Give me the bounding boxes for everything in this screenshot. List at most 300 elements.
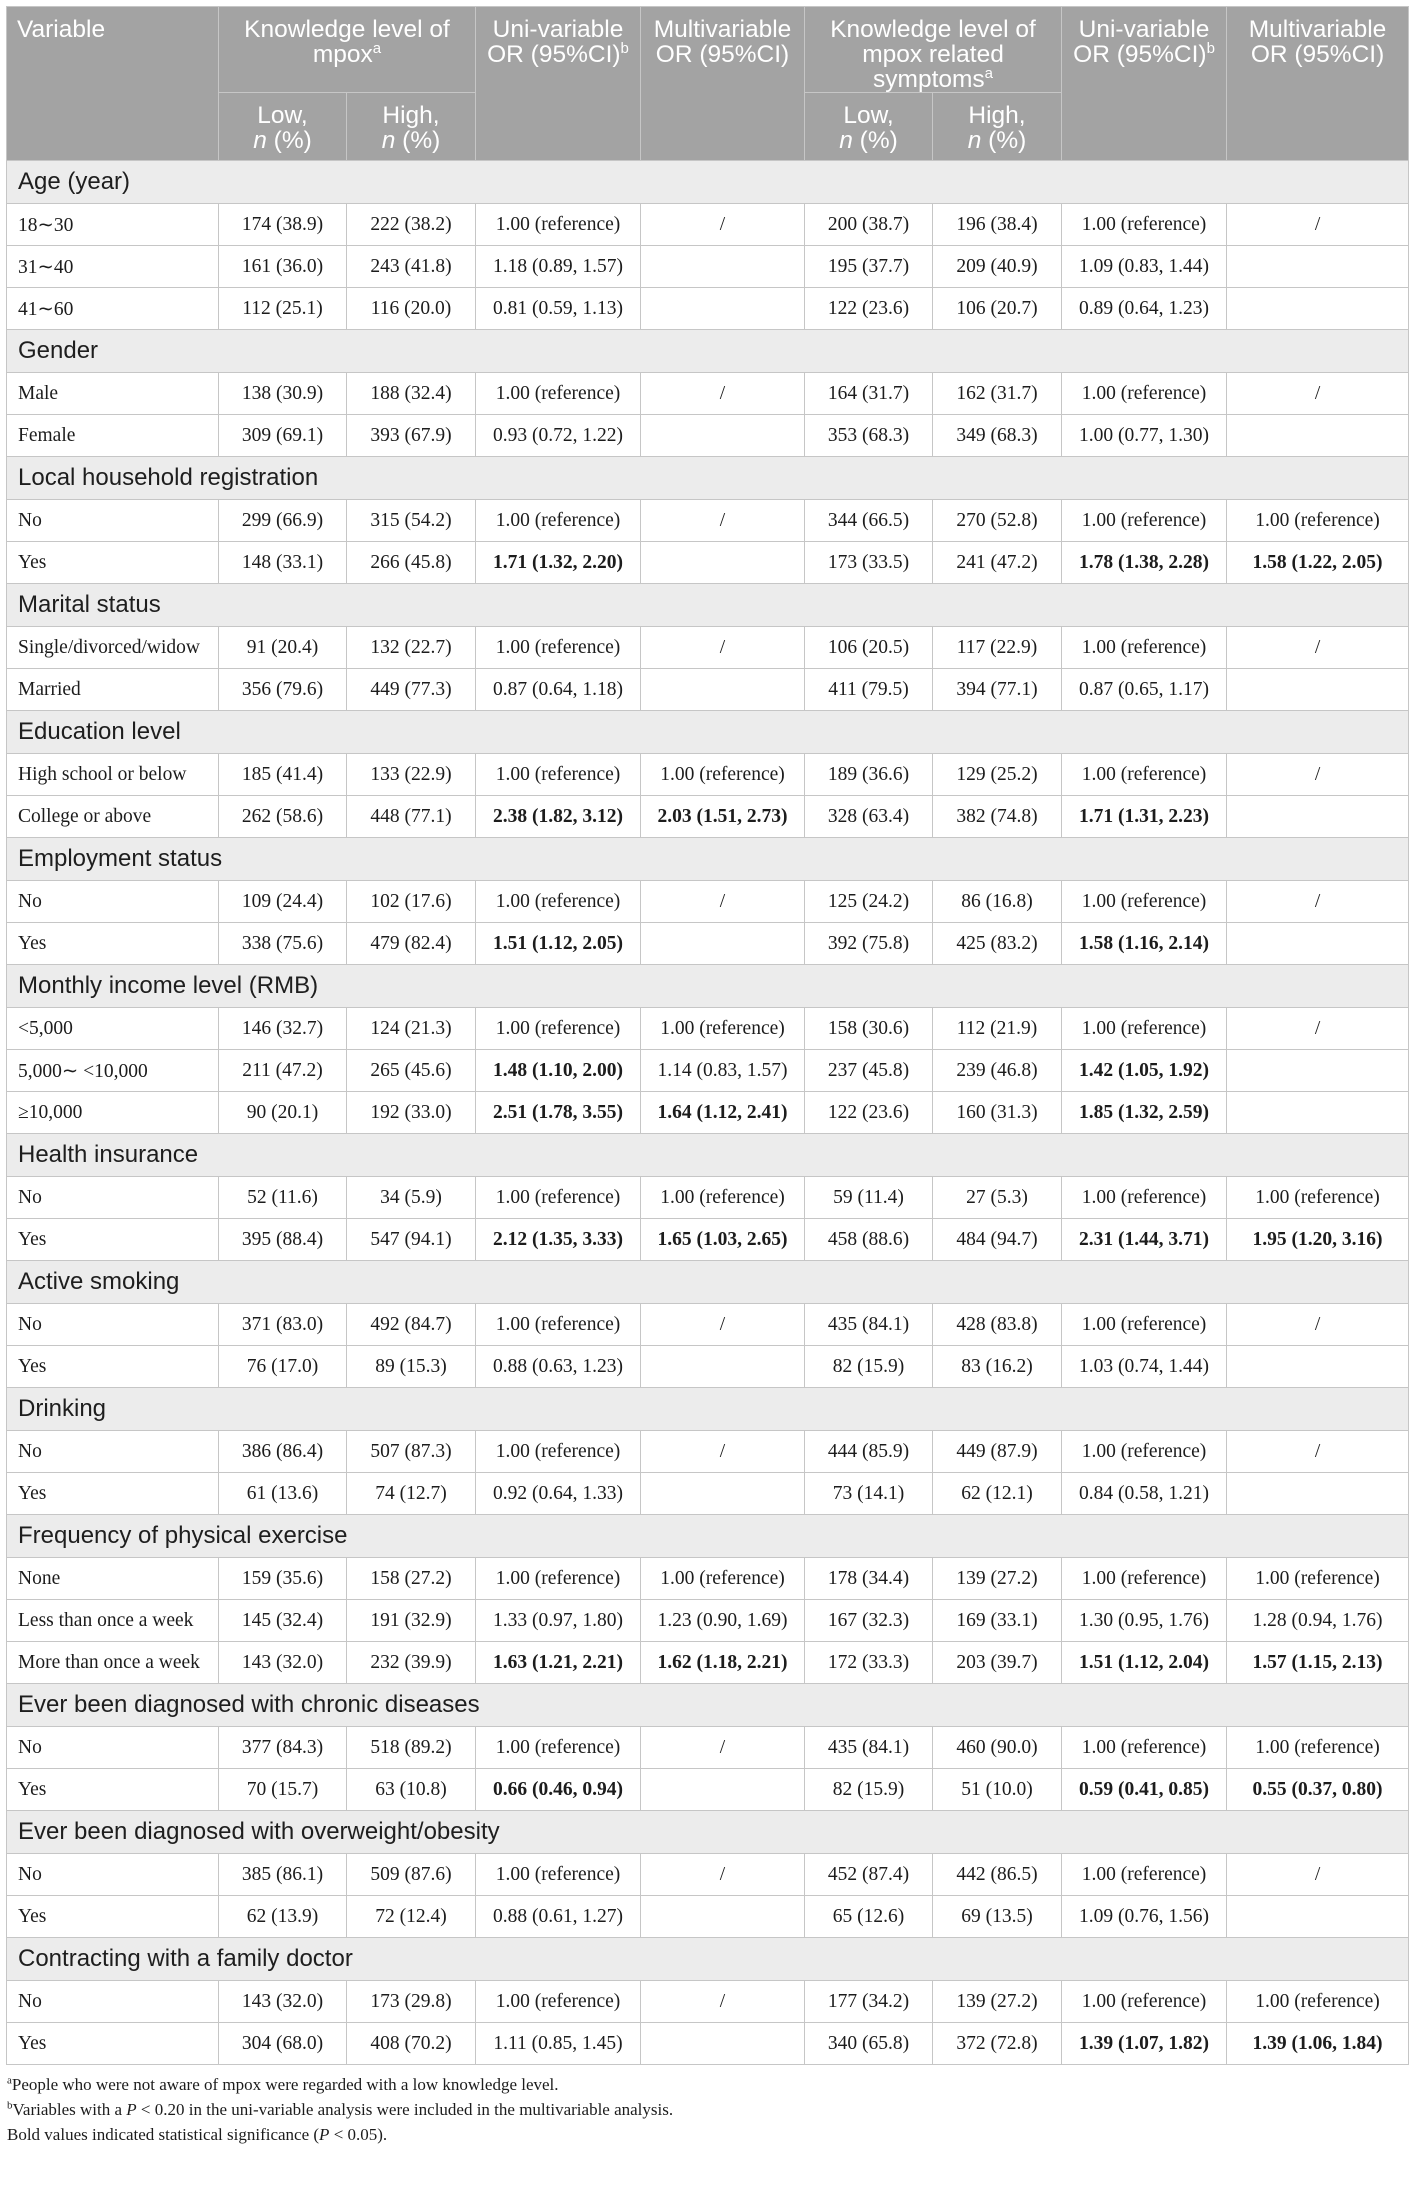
table-cell: 1.11 (0.85, 1.45)	[476, 2023, 641, 2065]
table-cell: /	[1227, 881, 1409, 923]
table-cell	[1227, 246, 1409, 288]
table-cell: 1.00 (reference)	[476, 500, 641, 542]
low-header-symptoms: Low, n (%)	[805, 93, 933, 161]
table-row	[7, 1854, 1409, 1896]
table-cell: /	[1227, 1431, 1409, 1473]
table-cell: 395 (88.4)	[219, 1219, 347, 1261]
table-row	[7, 204, 1409, 246]
table-cell: 1.00 (reference)	[476, 881, 641, 923]
table-cell: 408 (70.2)	[347, 2023, 476, 2065]
table-cell: 63 (10.8)	[347, 1769, 476, 1811]
table-cell: 315 (54.2)	[347, 500, 476, 542]
table-cell: 51 (10.0)	[933, 1769, 1062, 1811]
table-cell: 0.55 (0.37, 0.80)	[1227, 1769, 1409, 1811]
table-cell: 299 (66.9)	[219, 500, 347, 542]
table-cell: /	[1227, 754, 1409, 796]
row-label: No	[7, 1854, 219, 1896]
table-cell	[641, 246, 805, 288]
table-cell: /	[641, 1727, 805, 1769]
table-cell: 547 (94.1)	[347, 1219, 476, 1261]
section-title: Gender	[7, 330, 1409, 373]
table-cell: 1.00 (reference)	[1062, 1981, 1227, 2023]
table-cell: 237 (45.8)	[805, 1050, 933, 1092]
table-cell: 1.09 (0.76, 1.56)	[1062, 1896, 1227, 1938]
row-label: 18∼30	[7, 204, 219, 246]
table-cell: 1.00 (reference)	[1062, 1558, 1227, 1600]
table-cell: /	[1227, 1008, 1409, 1050]
row-label: 41∼60	[7, 288, 219, 330]
table-cell: 178 (34.4)	[805, 1558, 933, 1600]
variable-header: Variable	[7, 7, 219, 161]
row-label: Less than once a week	[7, 1600, 219, 1642]
table-row	[7, 1896, 1409, 1938]
section-header-row	[7, 330, 1409, 373]
section-title: Age (year)	[7, 161, 1409, 204]
table-cell: 1.00 (reference)	[1062, 1304, 1227, 1346]
table-row	[7, 246, 1409, 288]
section-title: Drinking	[7, 1388, 1409, 1431]
table-cell	[641, 1896, 805, 1938]
table-cell: 0.66 (0.46, 0.94)	[476, 1769, 641, 1811]
table-cell: 112 (25.1)	[219, 288, 347, 330]
table-cell: 1.00 (reference)	[641, 1558, 805, 1600]
table-cell: /	[641, 1304, 805, 1346]
table-cell: 125 (24.2)	[805, 881, 933, 923]
section-title: Active smoking	[7, 1261, 1409, 1304]
table-row	[7, 1769, 1409, 1811]
section-title: Education level	[7, 711, 1409, 754]
table-cell	[641, 1769, 805, 1811]
table-cell: 1.00 (reference)	[1062, 1008, 1227, 1050]
table-cell: 518 (89.2)	[347, 1727, 476, 1769]
row-label: No	[7, 1304, 219, 1346]
table-cell: 1.00 (reference)	[641, 1008, 805, 1050]
row-label: Male	[7, 373, 219, 415]
high-header-symptoms: High, n (%)	[933, 93, 1062, 161]
table-cell: 191 (32.9)	[347, 1600, 476, 1642]
table-cell: 1.18 (0.89, 1.57)	[476, 246, 641, 288]
table-row	[7, 1219, 1409, 1261]
table-cell: 1.00 (0.77, 1.30)	[1062, 415, 1227, 457]
table-cell: 61 (13.6)	[219, 1473, 347, 1515]
table-cell: 1.00 (reference)	[641, 754, 805, 796]
table-cell: 188 (32.4)	[347, 373, 476, 415]
table-cell	[641, 923, 805, 965]
table-cell: 169 (33.1)	[933, 1600, 1062, 1642]
table-cell: 70 (15.7)	[219, 1769, 347, 1811]
table-cell: 1.85 (1.32, 2.59)	[1062, 1092, 1227, 1134]
table-row	[7, 1727, 1409, 1769]
table-cell: 309 (69.1)	[219, 415, 347, 457]
table-cell: 109 (24.4)	[219, 881, 347, 923]
table-row	[7, 923, 1409, 965]
table-cell: 371 (83.0)	[219, 1304, 347, 1346]
table-cell: 2.31 (1.44, 3.71)	[1062, 1219, 1227, 1261]
table-cell: 72 (12.4)	[347, 1896, 476, 1938]
row-label: Yes	[7, 1769, 219, 1811]
section-header-row	[7, 965, 1409, 1008]
section-title: Local household registration	[7, 457, 1409, 500]
table-cell: 458 (88.6)	[805, 1219, 933, 1261]
table-cell: 509 (87.6)	[347, 1854, 476, 1896]
table-cell: /	[641, 1431, 805, 1473]
row-label: High school or below	[7, 754, 219, 796]
table-cell: 349 (68.3)	[933, 415, 1062, 457]
table-cell: 222 (38.2)	[347, 204, 476, 246]
table-cell: 1.00 (reference)	[476, 373, 641, 415]
table-cell: 1.00 (reference)	[476, 1854, 641, 1896]
table-row	[7, 2023, 1409, 2065]
row-label: <5,000	[7, 1008, 219, 1050]
table-cell: 1.00 (reference)	[1062, 500, 1227, 542]
table-cell: 1.51 (1.12, 2.05)	[476, 923, 641, 965]
table-cell: 196 (38.4)	[933, 204, 1062, 246]
table-cell: 0.87 (0.65, 1.17)	[1062, 669, 1227, 711]
table-cell: 159 (35.6)	[219, 1558, 347, 1600]
row-label: No	[7, 500, 219, 542]
table-cell: 112 (21.9)	[933, 1008, 1062, 1050]
table-cell: 328 (63.4)	[805, 796, 933, 838]
table-cell: 203 (39.7)	[933, 1642, 1062, 1684]
table-cell: 177 (34.2)	[805, 1981, 933, 2023]
table-cell: /	[1227, 1854, 1409, 1896]
table-cell: 1.00 (reference)	[641, 1177, 805, 1219]
table-cell: 161 (36.0)	[219, 246, 347, 288]
table-cell: 209 (40.9)	[933, 246, 1062, 288]
table-cell: 76 (17.0)	[219, 1346, 347, 1388]
table-cell: 452 (87.4)	[805, 1854, 933, 1896]
table-cell	[1227, 1896, 1409, 1938]
table-cell	[1227, 1473, 1409, 1515]
table-cell	[1227, 669, 1409, 711]
table-cell: 449 (77.3)	[347, 669, 476, 711]
table-cell: 1.51 (1.12, 2.04)	[1062, 1642, 1227, 1684]
table-cell: 1.09 (0.83, 1.44)	[1062, 246, 1227, 288]
table-cell: 425 (83.2)	[933, 923, 1062, 965]
table-cell: 27 (5.3)	[933, 1177, 1062, 1219]
table-cell: 2.12 (1.35, 3.33)	[476, 1219, 641, 1261]
table-row	[7, 669, 1409, 711]
table-cell: 1.57 (1.15, 2.13)	[1227, 1642, 1409, 1684]
table-row	[7, 373, 1409, 415]
table-row	[7, 1304, 1409, 1346]
table-row	[7, 1092, 1409, 1134]
table-cell: 1.00 (reference)	[1227, 1727, 1409, 1769]
table-cell: 1.30 (0.95, 1.76)	[1062, 1600, 1227, 1642]
table-cell: 344 (66.5)	[805, 500, 933, 542]
table-cell: 0.87 (0.64, 1.18)	[476, 669, 641, 711]
table-cell: 73 (14.1)	[805, 1473, 933, 1515]
table-cell: 158 (30.6)	[805, 1008, 933, 1050]
table-cell: 89 (15.3)	[347, 1346, 476, 1388]
row-label: Yes	[7, 923, 219, 965]
table-cell: 1.00 (reference)	[1062, 1431, 1227, 1473]
table-cell: 0.93 (0.72, 1.22)	[476, 415, 641, 457]
row-label: Female	[7, 415, 219, 457]
table-row	[7, 1981, 1409, 2023]
mpox-knowledge-header: Knowledge level of mpox$^a$	[219, 7, 476, 93]
table-cell: 139 (27.2)	[933, 1558, 1062, 1600]
table-cell: 241 (47.2)	[933, 542, 1062, 584]
table-cell: 160 (31.3)	[933, 1092, 1062, 1134]
footnote-bold: Bold values indicated statistical significance (P < 0.05).	[7, 2125, 388, 2144]
table-cell: 460 (90.0)	[933, 1727, 1062, 1769]
table-cell: 0.84 (0.58, 1.21)	[1062, 1473, 1227, 1515]
table-cell: 239 (46.8)	[933, 1050, 1062, 1092]
table-cell: 62 (12.1)	[933, 1473, 1062, 1515]
table-cell: 428 (83.8)	[933, 1304, 1062, 1346]
table-cell: 1.00 (reference)	[1062, 1177, 1227, 1219]
table-cell: 1.00 (reference)	[1227, 500, 1409, 542]
table-cell: 59 (11.4)	[805, 1177, 933, 1219]
table-cell: 1.00 (reference)	[1227, 1981, 1409, 2023]
symptoms-knowledge-header: Knowledge level of mpox related symptoms$^a$	[805, 7, 1062, 93]
section-title: Ever been diagnosed with chronic diseases	[7, 1684, 1409, 1727]
row-label: No	[7, 1981, 219, 2023]
table-cell: 1.00 (reference)	[476, 1727, 641, 1769]
table-cell: 1.28 (0.94, 1.76)	[1227, 1600, 1409, 1642]
table-cell: /	[1227, 1304, 1409, 1346]
table-cell: 174 (38.9)	[219, 204, 347, 246]
table-row	[7, 288, 1409, 330]
table-cell: 0.81 (0.59, 1.13)	[476, 288, 641, 330]
row-label: More than once a week	[7, 1642, 219, 1684]
table-cell: 133 (22.9)	[347, 754, 476, 796]
table-row	[7, 1642, 1409, 1684]
results-table	[6, 6, 1409, 2065]
table-header	[7, 7, 1409, 161]
table-cell: 1.00 (reference)	[1227, 1558, 1409, 1600]
table-cell: 1.00 (reference)	[476, 627, 641, 669]
table-row	[7, 754, 1409, 796]
table-cell: /	[641, 373, 805, 415]
table-cell: 83 (16.2)	[933, 1346, 1062, 1388]
table-cell: 435 (84.1)	[805, 1304, 933, 1346]
row-label: Yes	[7, 1219, 219, 1261]
table-cell: 1.00 (reference)	[476, 754, 641, 796]
table-cell: 1.00 (reference)	[476, 1177, 641, 1219]
table-cell: 2.51 (1.78, 3.55)	[476, 1092, 641, 1134]
table-cell: 266 (45.8)	[347, 542, 476, 584]
table-cell: 124 (21.3)	[347, 1008, 476, 1050]
table-cell: 145 (32.4)	[219, 1600, 347, 1642]
table-cell: 122 (23.6)	[805, 288, 933, 330]
section-header-row	[7, 1811, 1409, 1854]
table-cell	[1227, 1346, 1409, 1388]
table-cell: 338 (75.6)	[219, 923, 347, 965]
table-cell: 116 (20.0)	[347, 288, 476, 330]
table-cell: 148 (33.1)	[219, 542, 347, 584]
table-cell: 138 (30.9)	[219, 373, 347, 415]
table-cell: 146 (32.7)	[219, 1008, 347, 1050]
row-label: Yes	[7, 542, 219, 584]
table-row	[7, 1473, 1409, 1515]
table-row	[7, 627, 1409, 669]
table-row	[7, 1558, 1409, 1600]
section-title: Health insurance	[7, 1134, 1409, 1177]
table-cell: 1.48 (1.10, 2.00)	[476, 1050, 641, 1092]
table-cell: 372 (72.8)	[933, 2023, 1062, 2065]
uni-or-header-mpox: Uni-variable OR $(95\%CI)^b$	[476, 7, 641, 161]
section-header-row	[7, 1134, 1409, 1177]
table-cell: 0.59 (0.41, 0.85)	[1062, 1769, 1227, 1811]
table-cell: 449 (87.9)	[933, 1431, 1062, 1473]
table-cell: 1.00 (reference)	[1062, 1727, 1227, 1769]
table-cell: 444 (85.9)	[805, 1431, 933, 1473]
table-cell: 340 (65.8)	[805, 2023, 933, 2065]
table-cell	[1227, 923, 1409, 965]
table-row	[7, 881, 1409, 923]
table-cell: 1.71 (1.32, 2.20)	[476, 542, 641, 584]
section-title: Frequency of physical exercise	[7, 1515, 1409, 1558]
multi-or-header-mpox: Multivariable OR (95%CI)	[641, 7, 805, 161]
table-cell: 200 (38.7)	[805, 204, 933, 246]
table-cell: 479 (82.4)	[347, 923, 476, 965]
section-header-row	[7, 711, 1409, 754]
section-header-row	[7, 161, 1409, 204]
row-label: Single/divorced/widow	[7, 627, 219, 669]
table-cell: 164 (31.7)	[805, 373, 933, 415]
table-cell: 132 (22.7)	[347, 627, 476, 669]
table-cell: 393 (67.9)	[347, 415, 476, 457]
table-container	[6, 6, 1408, 2147]
table-cell: 1.00 (reference)	[1227, 1177, 1409, 1219]
table-cell: 106 (20.7)	[933, 288, 1062, 330]
section-title: Monthly income level (RMB)	[7, 965, 1409, 1008]
table-row	[7, 1177, 1409, 1219]
uni-or-header-symptoms: Uni-variable OR $(95\%CI)^b$	[1062, 7, 1227, 161]
table-cell: 411 (79.5)	[805, 669, 933, 711]
table-cell: 1.00 (reference)	[476, 204, 641, 246]
table-cell: 69 (13.5)	[933, 1896, 1062, 1938]
table-cell: 0.88 (0.61, 1.27)	[476, 1896, 641, 1938]
table-row	[7, 1431, 1409, 1473]
table-cell: 377 (84.3)	[219, 1727, 347, 1769]
section-header-row	[7, 1515, 1409, 1558]
table-cell: 1.00 (reference)	[1062, 627, 1227, 669]
table-cell: 1.00 (reference)	[1062, 881, 1227, 923]
table-cell: 1.14 (0.83, 1.57)	[641, 1050, 805, 1092]
table-cell: 448 (77.1)	[347, 796, 476, 838]
table-cell: /	[641, 627, 805, 669]
table-cell: 0.92 (0.64, 1.33)	[476, 1473, 641, 1515]
section-header-row	[7, 1261, 1409, 1304]
table-row	[7, 1600, 1409, 1642]
table-cell: 442 (86.5)	[933, 1854, 1062, 1896]
table-cell: 0.88 (0.63, 1.23)	[476, 1346, 641, 1388]
table-cell: 1.42 (1.05, 1.92)	[1062, 1050, 1227, 1092]
table-row	[7, 1008, 1409, 1050]
footnotes	[6, 2072, 1408, 2147]
table-cell: 74 (12.7)	[347, 1473, 476, 1515]
table-cell: 1.00 (reference)	[1062, 204, 1227, 246]
table-cell: 192 (33.0)	[347, 1092, 476, 1134]
table-cell: 1.00 (reference)	[1062, 1854, 1227, 1896]
table-cell: 143 (32.0)	[219, 1981, 347, 2023]
table-cell: 158 (27.2)	[347, 1558, 476, 1600]
section-header-row	[7, 1388, 1409, 1431]
table-row	[7, 1346, 1409, 1388]
table-cell	[641, 1473, 805, 1515]
table-cell: 102 (17.6)	[347, 881, 476, 923]
table-cell: 1.95 (1.20, 3.16)	[1227, 1219, 1409, 1261]
table-cell: 189 (36.6)	[805, 754, 933, 796]
row-label: 5,000∼ <10,000	[7, 1050, 219, 1092]
table-cell: 1.62 (1.18, 2.21)	[641, 1642, 805, 1684]
table-cell: 185 (41.4)	[219, 754, 347, 796]
section-header-row	[7, 1938, 1409, 1981]
table-cell: /	[1227, 627, 1409, 669]
table-cell: 82 (15.9)	[805, 1769, 933, 1811]
table-cell: 91 (20.4)	[219, 627, 347, 669]
table-cell: 385 (86.1)	[219, 1854, 347, 1896]
table-cell: 1.00 (reference)	[476, 1008, 641, 1050]
section-title: Contracting with a family doctor	[7, 1938, 1409, 1981]
table-cell: 353 (68.3)	[805, 415, 933, 457]
table-cell: 507 (87.3)	[347, 1431, 476, 1473]
table-cell: 1.71 (1.31, 2.23)	[1062, 796, 1227, 838]
table-cell: 2.38 (1.82, 3.12)	[476, 796, 641, 838]
table-cell: 270 (52.8)	[933, 500, 1062, 542]
table-cell	[1227, 1092, 1409, 1134]
section-header-row	[7, 457, 1409, 500]
table-row	[7, 415, 1409, 457]
table-cell: 356 (79.6)	[219, 669, 347, 711]
table-cell: 304 (68.0)	[219, 2023, 347, 2065]
table-cell: 86 (16.8)	[933, 881, 1062, 923]
table-cell: 117 (22.9)	[933, 627, 1062, 669]
table-cell: 394 (77.1)	[933, 669, 1062, 711]
row-label: Yes	[7, 1346, 219, 1388]
multi-or-header-symptoms: Multivariable OR (95%CI)	[1227, 7, 1409, 161]
table-cell: 232 (39.9)	[347, 1642, 476, 1684]
table-cell	[641, 669, 805, 711]
table-cell: 386 (86.4)	[219, 1431, 347, 1473]
table-cell: 1.58 (1.22, 2.05)	[1227, 542, 1409, 584]
table-row	[7, 1050, 1409, 1092]
table-cell: 1.65 (1.03, 2.65)	[641, 1219, 805, 1261]
table-row	[7, 796, 1409, 838]
table-cell: /	[641, 1981, 805, 2023]
table-cell: 173 (29.8)	[347, 1981, 476, 2023]
table-cell: 1.23 (0.90, 1.69)	[641, 1600, 805, 1642]
table-cell: 129 (25.2)	[933, 754, 1062, 796]
table-cell: 492 (84.7)	[347, 1304, 476, 1346]
footnote-a: $^a$People who were not aware of mpox were regarded with a low knowledge level.	[7, 2074, 559, 2094]
section-header-row	[7, 1684, 1409, 1727]
row-label: ≥10,000	[7, 1092, 219, 1134]
table-cell	[1227, 796, 1409, 838]
section-header-row	[7, 838, 1409, 881]
table-cell	[1227, 1050, 1409, 1092]
row-label: Yes	[7, 1473, 219, 1515]
table-row	[7, 500, 1409, 542]
table-cell	[641, 1346, 805, 1388]
table-cell: 265 (45.6)	[347, 1050, 476, 1092]
row-label: No	[7, 1431, 219, 1473]
table-cell: 52 (11.6)	[219, 1177, 347, 1219]
table-cell: 1.39 (1.07, 1.82)	[1062, 2023, 1227, 2065]
table-cell: 1.03 (0.74, 1.44)	[1062, 1346, 1227, 1388]
table-cell: /	[641, 500, 805, 542]
table-cell: 1.00 (reference)	[476, 1558, 641, 1600]
table-cell: 62 (13.9)	[219, 1896, 347, 1938]
table-cell: 1.00 (reference)	[476, 1304, 641, 1346]
table-row	[7, 542, 1409, 584]
low-header-mpox: Low, n (%)	[219, 93, 347, 161]
table-cell: 167 (32.3)	[805, 1600, 933, 1642]
table-cell: 82 (15.9)	[805, 1346, 933, 1388]
